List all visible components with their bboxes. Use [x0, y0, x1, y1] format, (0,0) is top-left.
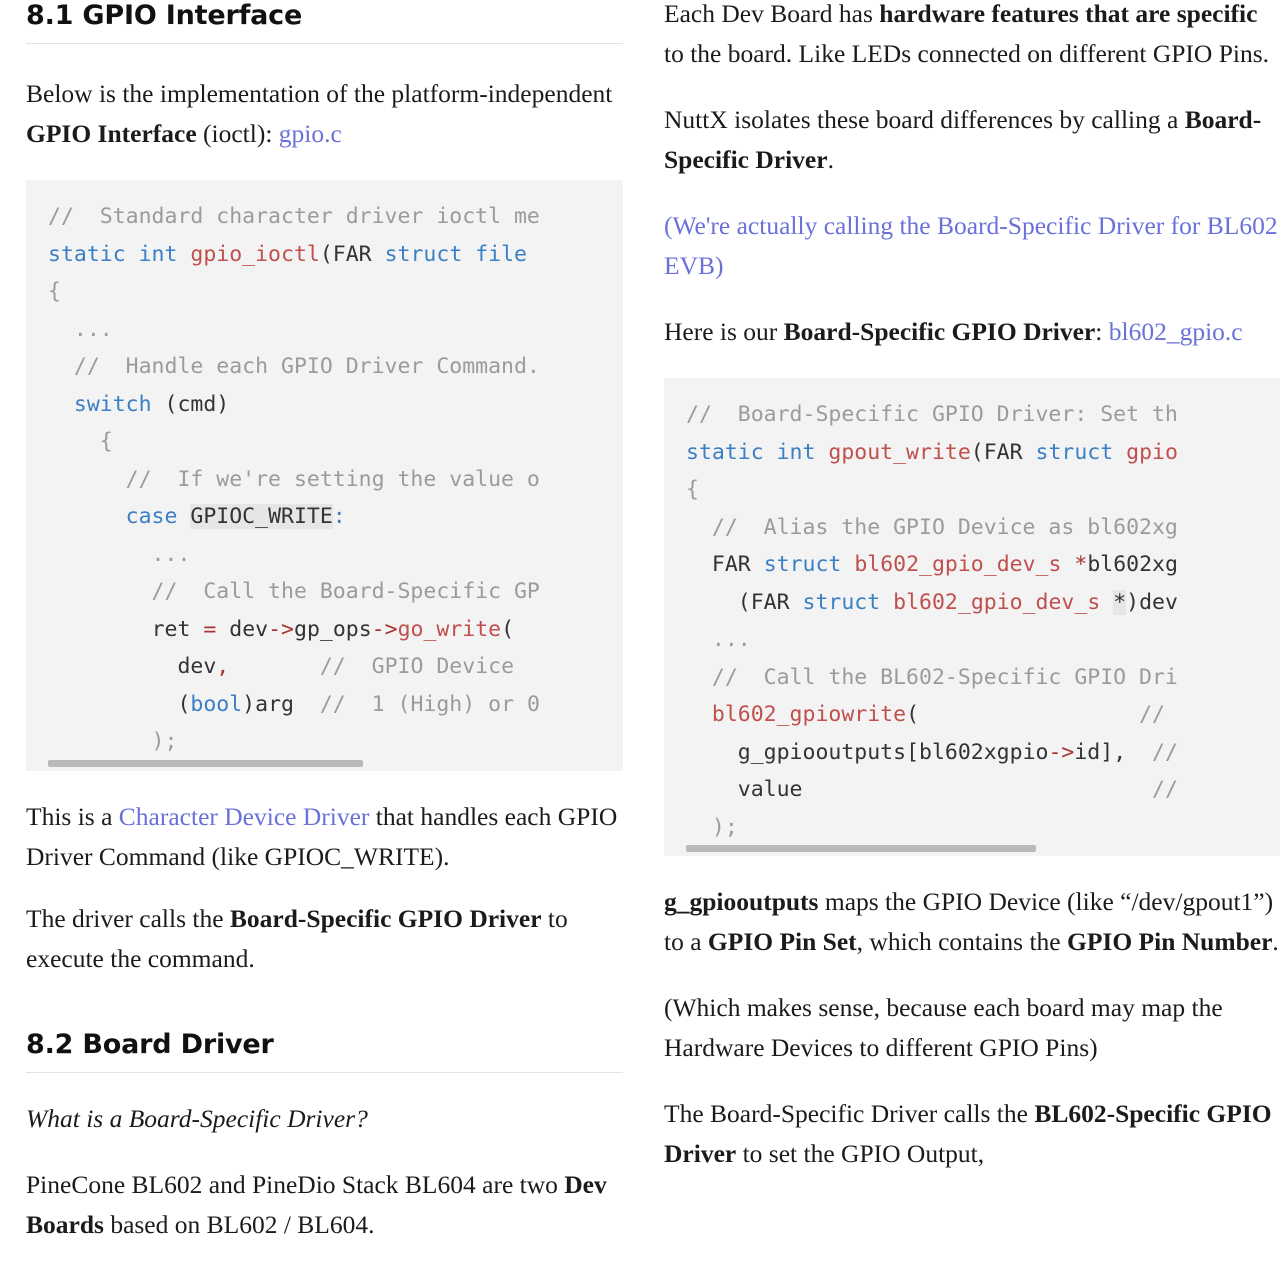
paragraph-hardware-features [664, 0, 1280, 74]
intro-text-1: Below is the implementation of the platform-independent [26, 79, 613, 108]
code-line-7: // If we're setting the value o [48, 466, 540, 492]
para3-bold: Board-Specific GPIO Driver [229, 903, 542, 933]
rcode-line-5: (FAR struct bl602_gpio_dev_s *)dev [686, 589, 1178, 615]
para4-text-b: based on BL602 / BL604. [103, 1209, 375, 1239]
paragraph-bl602-specific [664, 1094, 1280, 1174]
rpara4-text-b: maps the GPIO Device (like “/dev/gpout1”) to a [664, 887, 1274, 956]
rcode-line-0: // Board-Specific GPIO Driver: Set th [686, 402, 1178, 427]
para2-text-b: that handles each GPIO Driver Command (like GPIOC_WRITE). [26, 801, 618, 871]
para4-bold: Dev Boards [26, 1169, 607, 1239]
rcode-line-11: ); [686, 814, 738, 840]
rpara4-bold1: g_gpiooutputs [664, 887, 819, 916]
rcode-line-8: bl602_gpiowrite( // [711, 702, 1165, 727]
code-line-1: static int gpio_ioctl(FAR struct file [48, 241, 527, 267]
code-line-14: ); [48, 729, 178, 754]
rcode-line-9: g_gpiooutputs[bl602xgpio->id], // [737, 739, 1178, 765]
code-line-5: switch (cmd) [73, 391, 230, 417]
rpara6-text-b: to set the GPIO Output, [736, 1139, 985, 1168]
code-line-12: dev, // GPIO Device [177, 654, 515, 679]
code-line-10: // Call the Board-Specific GP [48, 579, 540, 604]
code-line-11: ret = dev->gp_ops->go_write( [151, 616, 515, 642]
paragraph-intro [26, 74, 623, 154]
section-heading-board-driver: 8.2 Board Driver [26, 1029, 623, 1073]
rpara3-text-b: : [1095, 317, 1109, 346]
code-scrollbar-horizontal-right[interactable] [686, 845, 1036, 852]
paragraph-character-device-driver [26, 797, 623, 877]
code-line-8: case GPIOC_WRITE: [125, 504, 346, 529]
question-italic: What is a Board-Specific Driver? [26, 1103, 368, 1133]
code-line-6: { [48, 429, 113, 454]
rpara6-text-a: The Board-Specific Driver calls the [664, 1099, 1035, 1128]
code-block-gpout-write-wrap [664, 378, 1280, 856]
rcode-line-7: // Call the BL602-Specific GPIO Dri [686, 664, 1178, 690]
rcode-line-10: value // [737, 777, 1178, 802]
rcode-line-4: FAR struct bl602_gpio_dev_s *bl602xg [711, 552, 1178, 577]
rcode-line-1: static int gpout_write(FAR struct gpio [686, 439, 1178, 465]
rcode-line-2: { [686, 477, 699, 502]
page-title: 8.1 GPIO Interface [26, 0, 623, 44]
rpara2-text-a: NuttX isolates these board differences by calling a [664, 105, 1185, 134]
intro-text-2: (ioctl): [196, 119, 279, 148]
bl602-gpio-c-link[interactable]: bl602_gpio.c [1108, 317, 1243, 346]
right-column [664, 0, 1280, 1280]
rpara1-text-b: to the board. Like LEDs connected on different GPIO Pins. [664, 39, 1270, 68]
intro-bold: GPIO Interface [26, 119, 197, 148]
paragraph-board-specific-gpio-driver [664, 312, 1280, 352]
code-block-gpio-ioctl-wrap [26, 180, 623, 771]
paragraph-makes-sense: (Which makes sense, because each board may map the Hardware Devices to different GPIO Pins) [664, 993, 1223, 1062]
paragraph-dev-boards [26, 1165, 623, 1245]
para2-text-a: This is a [26, 801, 119, 831]
rpara3-text-a: Here is our [664, 317, 784, 346]
rpara2-text-b: . [827, 145, 834, 174]
code-line-4: // Handle each GPIO Driver Command. [48, 354, 540, 379]
rcode-line-3: // Alias the GPIO Device as bl602xg [686, 514, 1178, 540]
para3-text-b: to execute the command. [26, 903, 568, 973]
code-line-3: ... [48, 316, 113, 342]
code-block-gpio-ioctl[interactable] [26, 180, 623, 771]
rpara3-bold: Board-Specific GPIO Driver [783, 317, 1096, 346]
rpara2-bold: Board-Specific Driver [664, 105, 1262, 174]
rcode-line-6: ... [686, 627, 751, 652]
code-line-0: // Standard character driver ioctl me [48, 204, 540, 229]
gpio-c-link[interactable]: gpio.c [278, 119, 342, 148]
rpara4-text-c: , which contains the [856, 927, 1067, 956]
rpara4-bold3: GPIO Pin Number [1067, 927, 1273, 956]
para4-text-a: PineCone BL602 and PineDio Stack BL604 are two [26, 1169, 565, 1199]
paragraph-gpiooutputs [664, 882, 1280, 962]
rpara4-bold2: GPIO Pin Set [707, 927, 857, 956]
code-line-9: ... [48, 541, 191, 567]
code-block-gpout-write[interactable] [664, 378, 1280, 856]
para3-text-a: The driver calls the [26, 903, 230, 933]
code-line-13: (bool)arg // 1 (High) or 0 [48, 691, 540, 717]
character-device-driver-link[interactable]: Character Device Driver [118, 801, 370, 831]
rpara6-bold: BL602-Specific GPIO Driver [664, 1099, 1272, 1168]
code-scrollbar-horizontal[interactable] [48, 760, 363, 767]
paragraph-question [26, 1099, 623, 1139]
paragraph-note-bl602-evb: (We're actually calling the Board-Specific Driver for BL602 EVB) [664, 211, 1278, 280]
paragraph-driver-calls [26, 899, 623, 979]
code-line-2: { [48, 279, 61, 304]
left-column [26, 0, 623, 1280]
paragraph-nuttx-isolates [664, 100, 1280, 180]
rpara1-text-a: Each Dev Board has [664, 0, 880, 28]
rpara1-bold: hardware features that are specific [879, 0, 1258, 28]
rpara4-text-d: . [1272, 927, 1279, 956]
